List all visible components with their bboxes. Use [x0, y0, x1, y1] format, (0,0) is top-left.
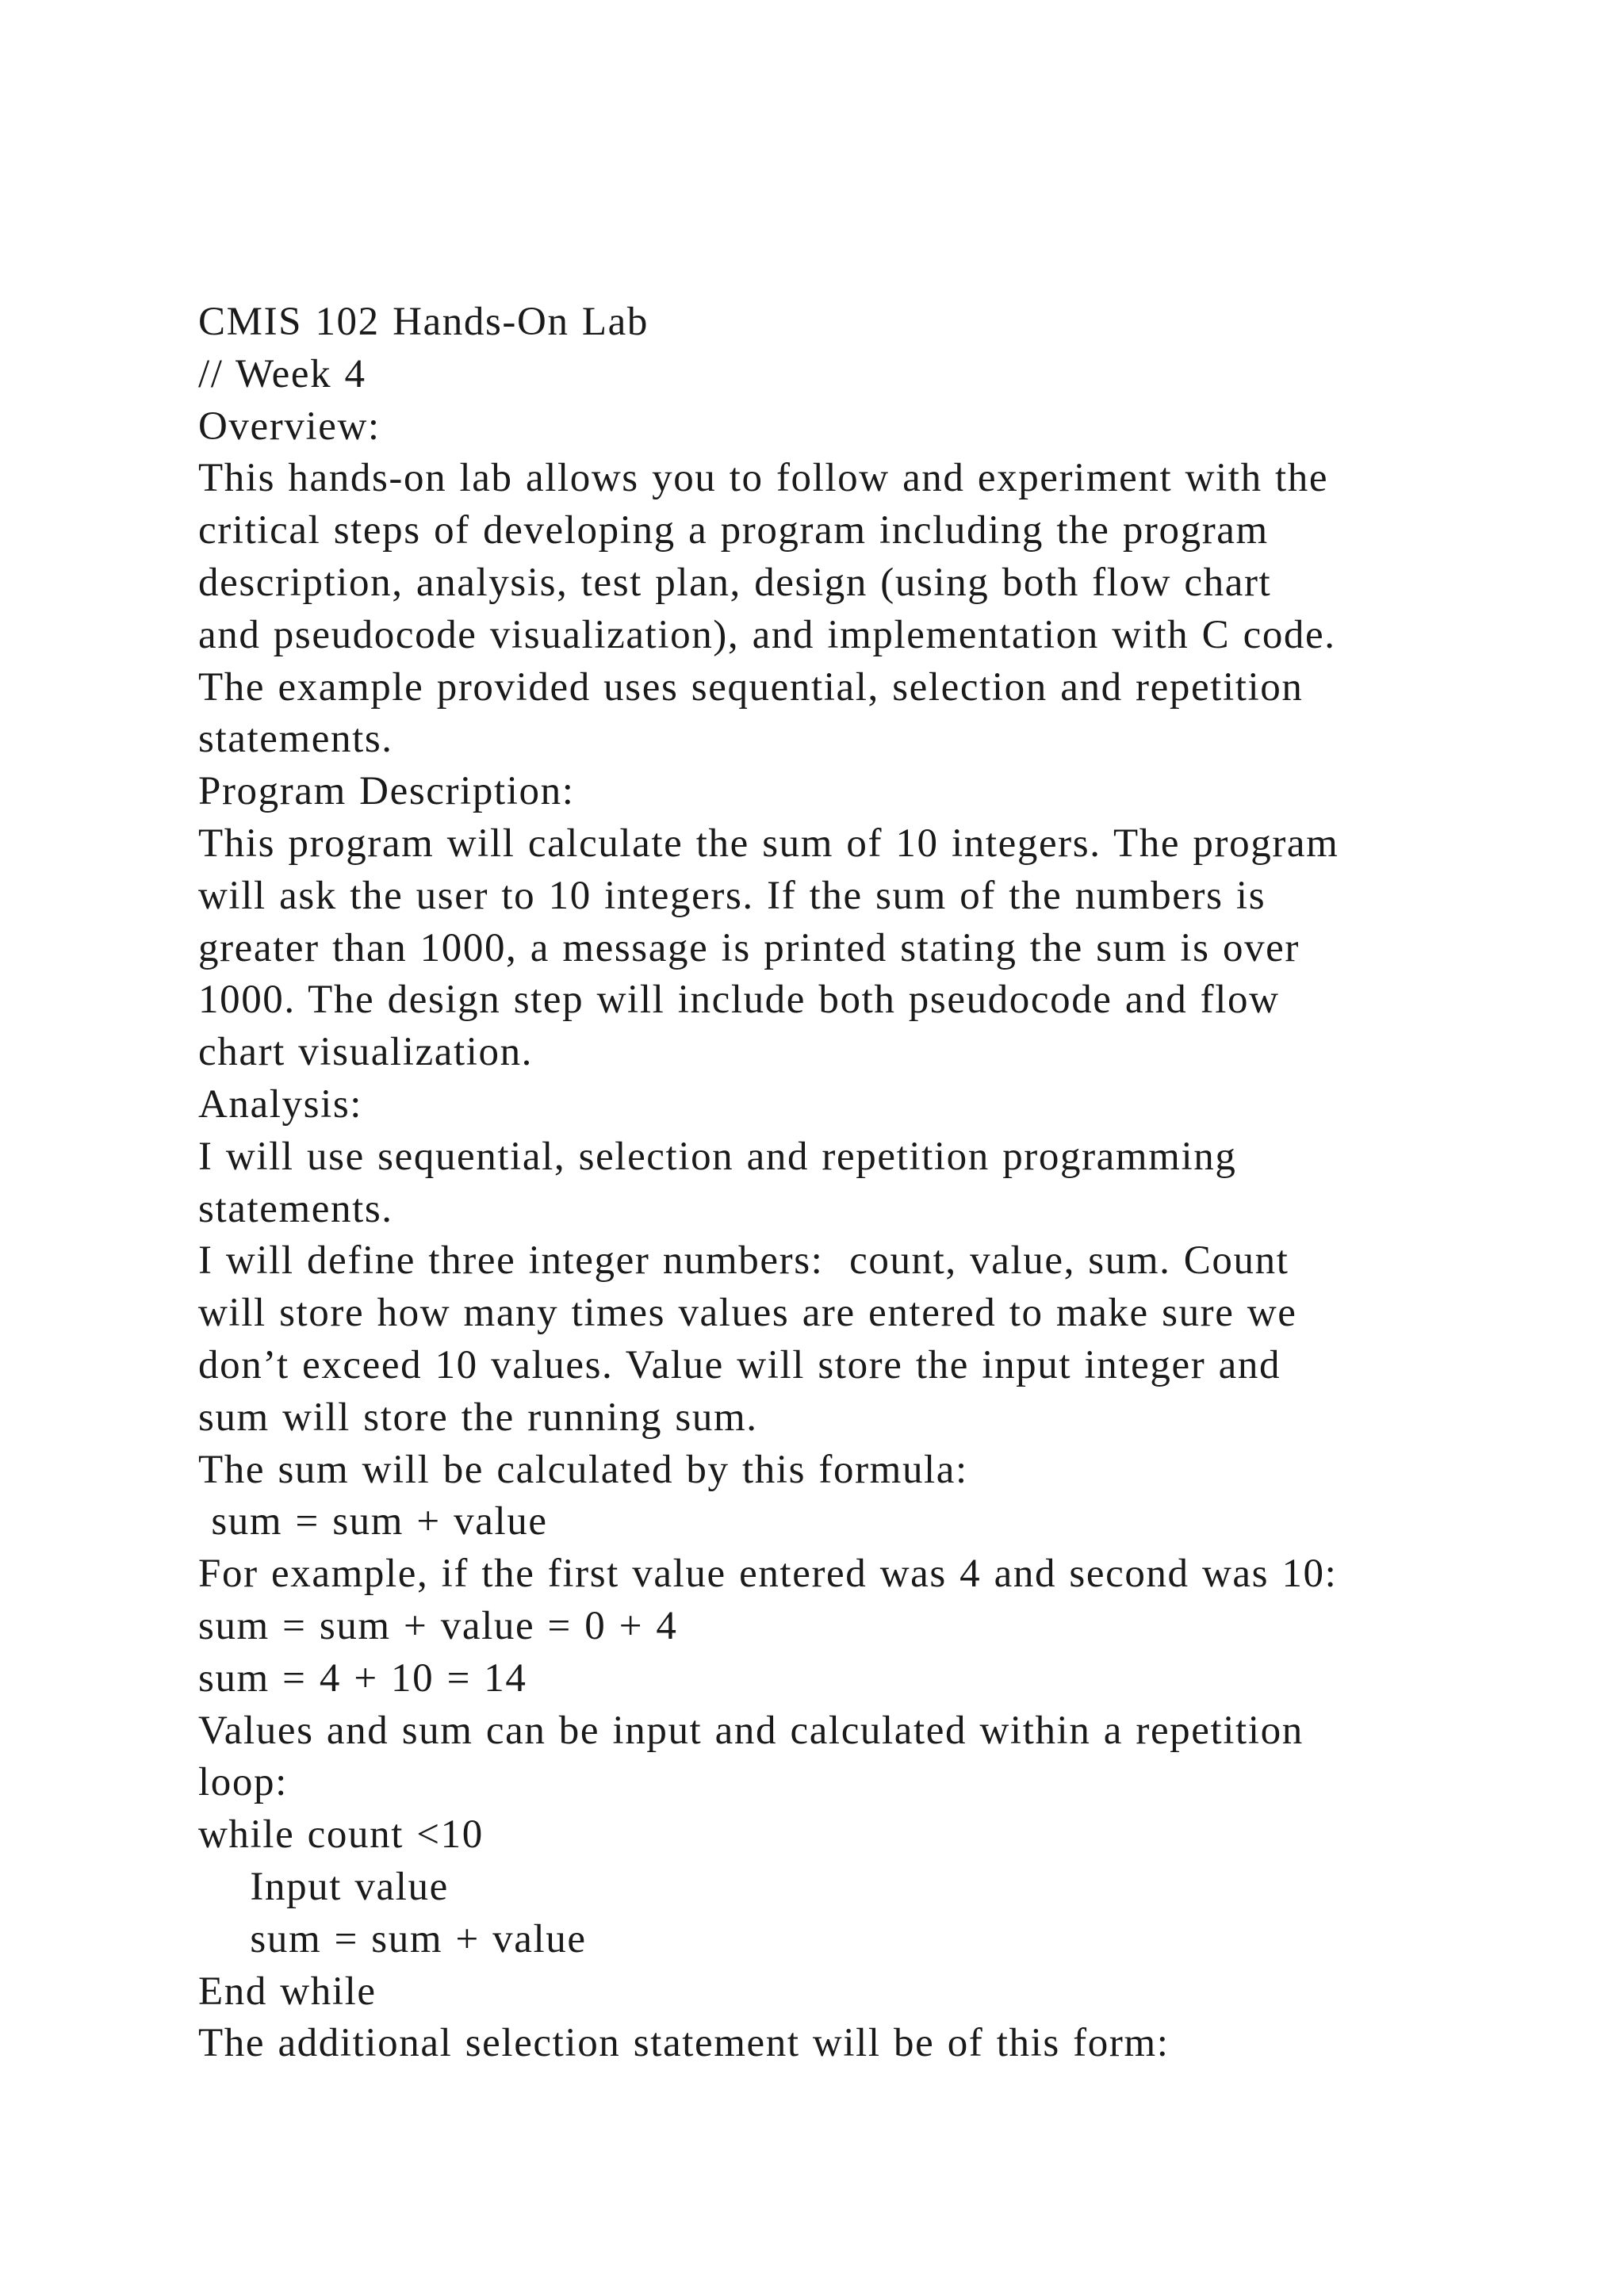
body-line: The sum will be calculated by this formula:	[198, 1447, 968, 1492]
body-line: greater than 1000, a message is printed stating the sum is over	[198, 925, 1300, 970]
section-heading-overview: Overview:	[198, 404, 381, 449]
body-line: description, analysis, test plan, design (using both flow chart	[198, 560, 1272, 605]
week-label: // Week 4	[198, 351, 366, 396]
document-body	[198, 297, 1562, 2070]
pseudocode-line: Input value	[198, 1864, 449, 1909]
body-line: I will use sequential, selection and repetition programming	[198, 1134, 1237, 1179]
body-line: I will define three integer numbers: count, value, sum. Count	[198, 1238, 1289, 1284]
pseudocode-line: while count <10	[198, 1812, 484, 1858]
formula-line: sum = 4 + 10 = 14	[198, 1655, 527, 1701]
body-line: will store how many times values are entered to make sure we	[198, 1291, 1297, 1336]
formula-line: sum = sum + value = 0 + 4	[198, 1603, 678, 1648]
pseudocode-line: End while	[198, 1969, 377, 2014]
body-line: This program will calculate the sum of 10 integers. The program	[198, 821, 1339, 866]
section-heading-program-description: Program Description:	[198, 769, 575, 814]
body-line: loop:	[198, 1760, 288, 1805]
body-line: The example provided uses sequential, selection and repetition	[198, 664, 1304, 710]
body-line: critical steps of developing a program including the program	[198, 508, 1269, 553]
body-line: chart visualization.	[198, 1030, 534, 1075]
body-line: don’t exceed 10 values. Value will store the input integer and	[198, 1342, 1281, 1387]
body-line: statements.	[198, 1186, 393, 1231]
body-line: 1000. The design step will include both pseudocode and flow	[198, 978, 1280, 1023]
section-heading-analysis: Analysis:	[198, 1081, 363, 1127]
body-line: and pseudocode visualization), and implementation with C code.	[198, 612, 1336, 657]
formula-line: sum = sum + value	[198, 1499, 548, 1544]
body-line: statements.	[198, 717, 393, 762]
body-line: will ask the user to 10 integers. If the sum of the numbers is	[198, 873, 1266, 918]
body-line: For example, if the first value entered was 4 and second was 10:	[198, 1552, 1338, 1597]
document-title: CMIS 102 Hands-On Lab	[198, 300, 649, 344]
body-line: Values and sum can be input and calculated within a repetition	[198, 1708, 1304, 1753]
body-line: This hands-on lab allows you to follow and experiment with the	[198, 456, 1329, 501]
body-line: sum will store the running sum.	[198, 1395, 758, 1440]
pseudocode-line: sum = sum + value	[198, 1916, 587, 1961]
body-line: The additional selection statement will be of this form:	[198, 2021, 1170, 2066]
